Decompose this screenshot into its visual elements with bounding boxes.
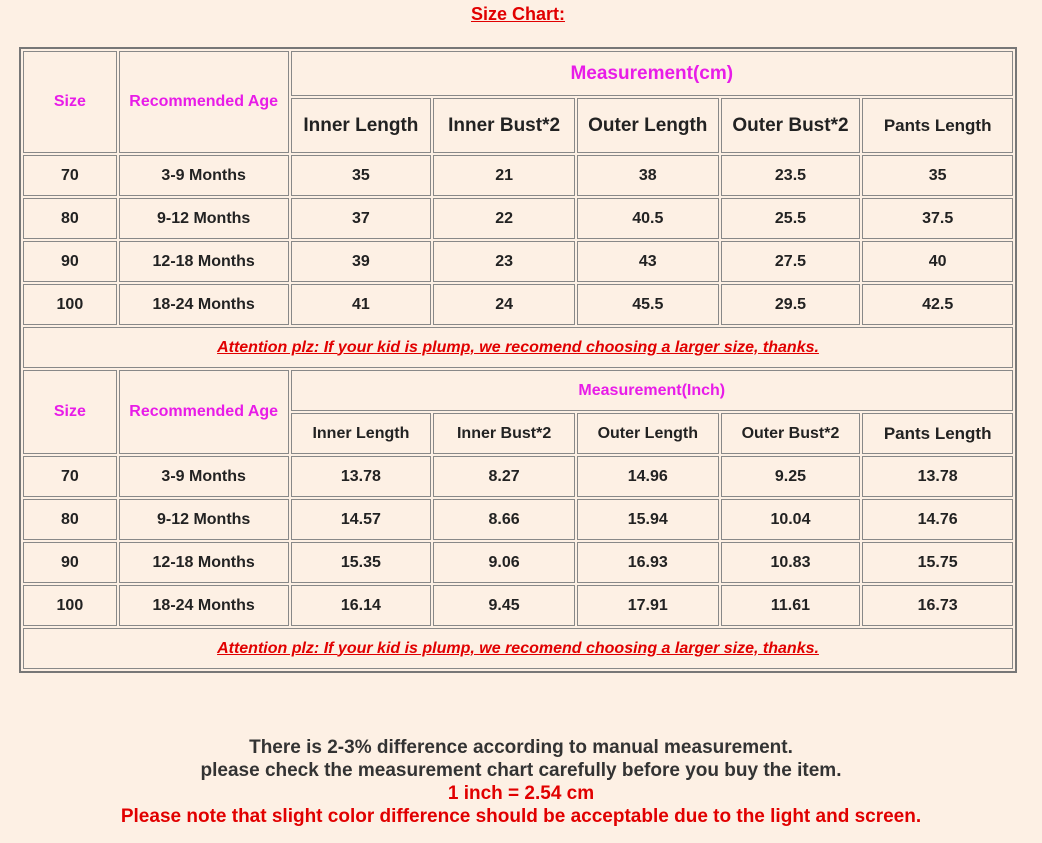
unit-conversion-note: 1 inch = 2.54 cm [447,783,595,804]
value-cell: 43 [577,241,719,282]
table-row [23,155,1013,196]
inner-length-header: Inner Length [291,413,432,454]
value-cell: 37 [291,198,432,239]
value-cell: 10.04 [721,499,861,540]
value-cell: 9.25 [721,456,861,497]
value-cell: 16.93 [577,542,719,583]
color-difference-note: Please note that slight color difference should be acceptable due to the light and screen. [120,806,922,827]
value-cell: 15.75 [862,542,1013,583]
value-cell: 10.83 [721,542,861,583]
size-cell: 100 [23,585,117,626]
value-cell: 9.45 [433,585,575,626]
size-cell: 90 [23,542,117,583]
age-cell: 9-12 Months [119,198,289,239]
pants-length-header: Pants Length [862,413,1013,454]
size-cell: 90 [23,241,117,282]
table-row [23,284,1013,325]
age-column-header: Recommended Age [119,51,289,153]
value-cell: 40 [862,241,1013,282]
inner-bust-header: Inner Bust*2 [433,98,575,153]
value-cell: 14.96 [577,456,719,497]
measurement-inch-header: Measurement(Inch) [291,370,1013,411]
value-cell: 45.5 [577,284,719,325]
age-cell: 18-24 Months [119,585,289,626]
table-row [23,585,1013,626]
value-cell: 23.5 [721,155,861,196]
size-cell: 80 [23,499,117,540]
value-cell: 15.94 [577,499,719,540]
size-cell: 80 [23,198,117,239]
size-chart-table [19,47,1017,673]
measurement-cm-header: Measurement(cm) [291,51,1013,96]
inner-length-header: Inner Length [291,98,432,153]
value-cell: 40.5 [577,198,719,239]
cm-header-row [23,51,1013,96]
pants-length-header: Pants Length [862,98,1013,153]
age-column-header: Recommended Age [119,370,289,454]
table-row [23,456,1013,497]
outer-length-header: Outer Length [577,98,719,153]
value-cell: 13.78 [291,456,432,497]
outer-length-header: Outer Length [577,413,719,454]
attention-row [23,628,1013,669]
table-row [23,499,1013,540]
size-cell: 100 [23,284,117,325]
value-cell: 42.5 [862,284,1013,325]
value-cell: 9.06 [433,542,575,583]
value-cell: 11.61 [721,585,861,626]
value-cell: 21 [433,155,575,196]
page-title: Size Chart: [470,4,566,24]
value-cell: 14.57 [291,499,432,540]
inch-header-row [23,370,1013,411]
value-cell: 13.78 [862,456,1013,497]
age-cell: 9-12 Months [119,499,289,540]
value-cell: 35 [291,155,432,196]
value-cell: 8.66 [433,499,575,540]
value-cell: 29.5 [721,284,861,325]
value-cell: 23 [433,241,575,282]
value-cell: 38 [577,155,719,196]
age-cell: 3-9 Months [119,155,289,196]
value-cell: 16.14 [291,585,432,626]
notes-block [0,736,1042,828]
measurement-difference-note: There is 2-3% difference according to manual measurement. [249,737,793,758]
value-cell: 22 [433,198,575,239]
value-cell: 17.91 [577,585,719,626]
value-cell: 14.76 [862,499,1013,540]
outer-bust-header: Outer Bust*2 [721,98,861,153]
value-cell: 8.27 [433,456,575,497]
value-cell: 41 [291,284,432,325]
table-row [23,241,1013,282]
value-cell: 35 [862,155,1013,196]
value-cell: 39 [291,241,432,282]
value-cell: 27.5 [721,241,861,282]
value-cell: 16.73 [862,585,1013,626]
outer-bust-header: Outer Bust*2 [721,413,861,454]
age-cell: 12-18 Months [119,241,289,282]
value-cell: 24 [433,284,575,325]
attention-note: Attention plz: If your kid is plump, we recomend choosing a larger size, thanks. [23,628,1013,669]
size-column-header: Size [23,370,117,454]
attention-note: Attention plz: If your kid is plump, we recomend choosing a larger size, thanks. [23,327,1013,368]
age-cell: 18-24 Months [119,284,289,325]
table-row [23,542,1013,583]
attention-row [23,327,1013,368]
size-column-header: Size [23,51,117,153]
value-cell: 37.5 [862,198,1013,239]
value-cell: 25.5 [721,198,861,239]
value-cell: 15.35 [291,542,432,583]
table-row [23,198,1013,239]
age-cell: 3-9 Months [119,456,289,497]
size-cell: 70 [23,155,117,196]
inner-bust-header: Inner Bust*2 [433,413,575,454]
size-cell: 70 [23,456,117,497]
age-cell: 12-18 Months [119,542,289,583]
check-chart-note: please check the measurement chart carefully before you buy the item. [200,760,842,781]
